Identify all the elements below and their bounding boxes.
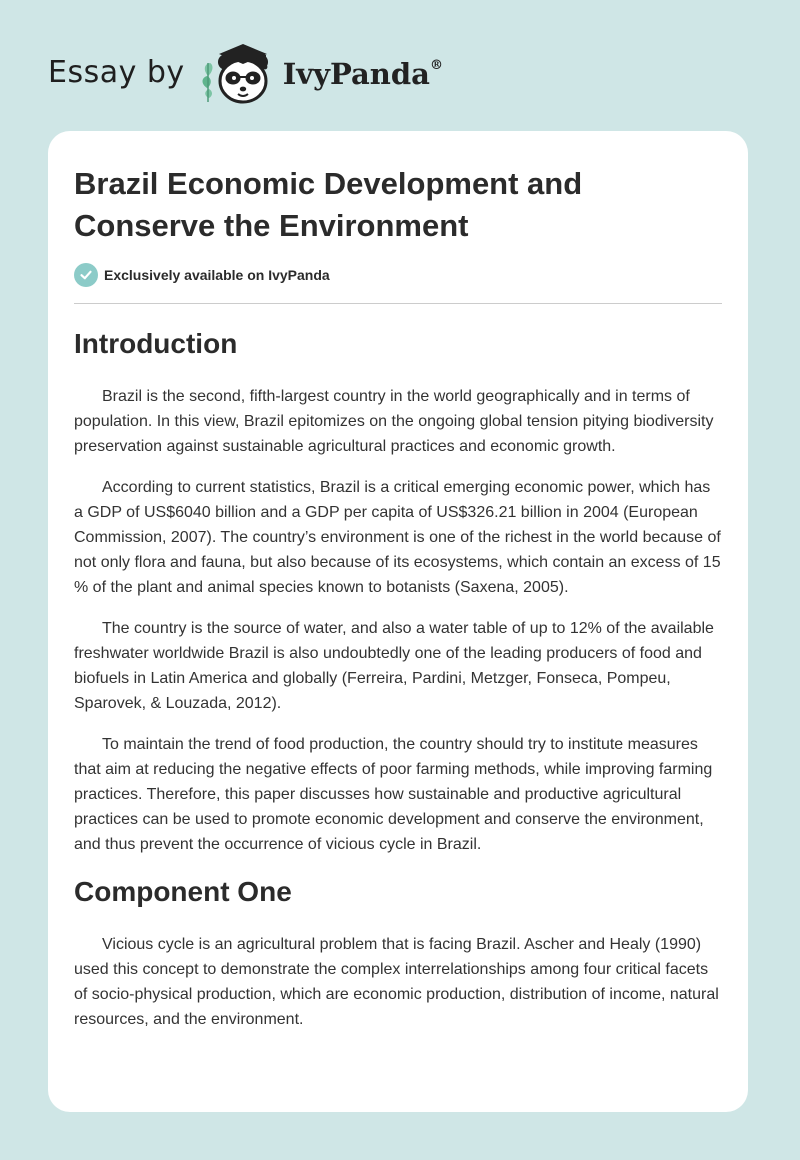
registered-mark: ® (429, 58, 443, 74)
panda-graduate-icon[interactable] (199, 36, 281, 108)
brand-name[interactable] (283, 57, 443, 91)
essay-body (74, 321, 722, 1032)
paragraph: Brazil is the second, fifth-largest country in the world geographically and in terms of population. In this view, Brazil epitomizes on the ongoing global tension pitying biodiversity preservation against sustainable agricultural practices and economic growth. (74, 388, 714, 455)
check-icon (74, 263, 98, 287)
paragraph: The country is the source of water, and also a water table of up to 12% of the available freshwater worldwide Brazil is also undoubtedly one of the leading producers of food and biofuels in Latin America and globally (Ferreira, Pardini, Metzger, Fonseca, Pompeu, Sparovek, & Louzada, 2012). (74, 620, 714, 712)
brand-name-text: IvyPanda (282, 57, 430, 91)
exclusive-badge (74, 263, 330, 287)
section-heading-introduction: Introduction (74, 328, 238, 359)
divider (74, 303, 722, 304)
section-heading-component-one: Component One (74, 876, 292, 907)
paragraph: According to current statistics, Brazil is a critical emerging economic power, which has a GDP of US$6040 billion and a GDP per capita of US$326.21 billion in 2004 (European Commission, 2007). The country’s environment is one of the richest in the world because of not only flora and fauna, but also because of its ecosystems, which contain an excess of 15 % of the plant and animal species known to botanists (Saxena, 2005). (74, 479, 721, 596)
badge-text: Exclusively available on IvyPanda (104, 267, 330, 283)
paragraph: Vicious cycle is an agricultural problem that is facing Brazil. Ascher and Healy (1990) used this concept to demonstrate the complex interrelationships among four critical facets of socio-physical production, which are economic production, distribution of income, natural resources, and the environment. (74, 936, 719, 1028)
page-title: Brazil Economic Development and Conserve the Environment (74, 166, 583, 243)
paragraph: To maintain the trend of food production, the country should try to institute measures that aim at reducing the negative effects of poor farming methods, while improving farming practices. Therefore, this paper discusses how sustainable and productive agricultural practices can be used to promote economic development and conserve the environment, and thus prevent the occurrence of vicious cycle in Brazil. (74, 736, 713, 853)
essay-card (48, 131, 748, 1112)
site-header (48, 36, 443, 108)
essay-by-label: Essay by (48, 54, 185, 90)
